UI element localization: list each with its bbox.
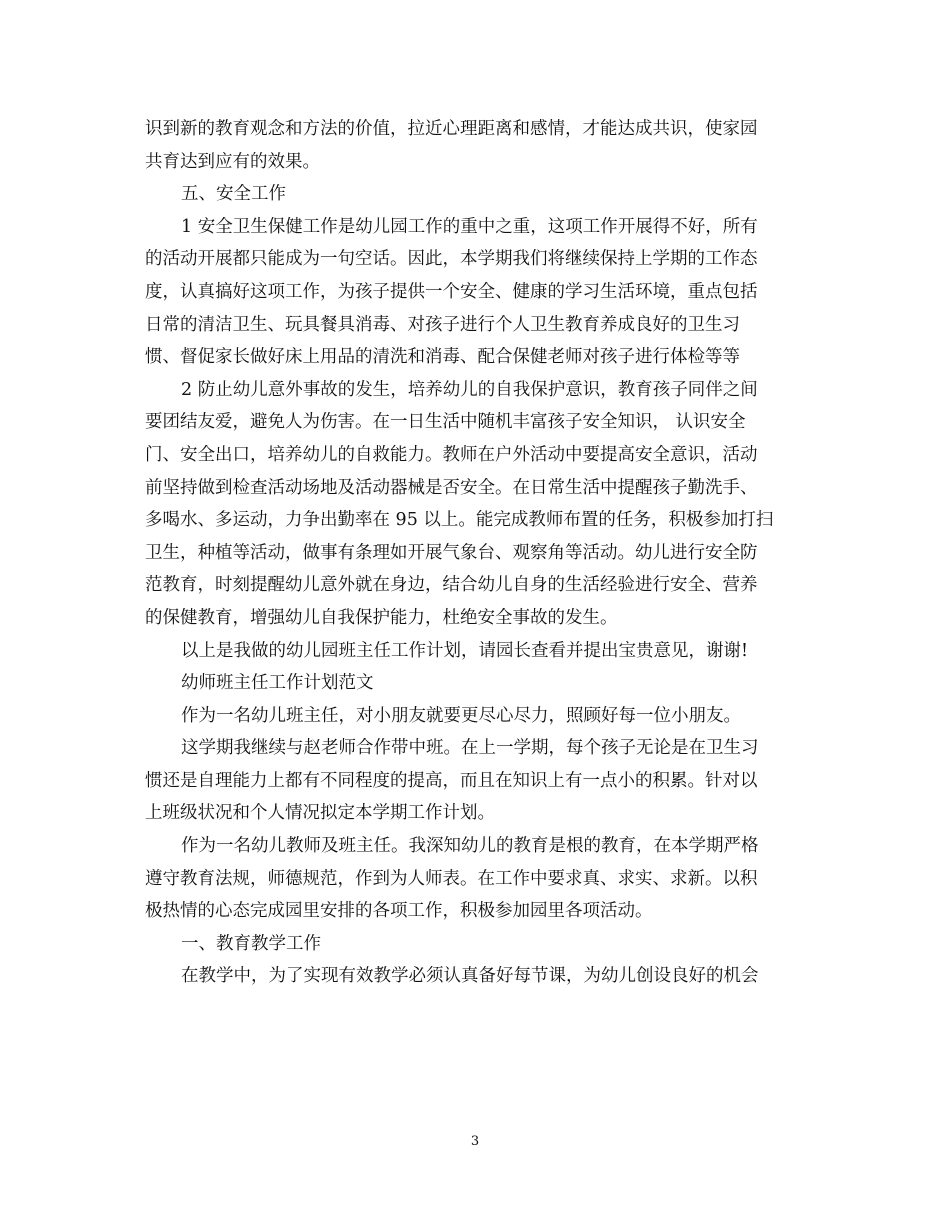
text-line: 惯、督促家长做好床上用品的清洗和消毒、配合保健老师对孩子进行体检等等 [145,347,740,368]
document-body [145,113,810,993]
text-line: 在教学中，为了实现有效教学必须认真备好每节课，为幼儿创设良好的机会 [181,966,759,987]
text-line: 的活动开展都只能成为一句空话。因此，本学期我们将继续保持上学期的工作态 [145,249,758,270]
text-line: 识到新的教育观念和方法的价值，拉近心理距离和感情，才能达成共识，使家园 [145,119,758,139]
text-line: 极热情的心态完成园里安排的各项工作，积极参加园里各项活动。 [145,901,653,922]
section-heading: 五、安全工作 [181,184,286,205]
text-line: 以上是我做的幼儿园班主任工作计划，请园长查看并提出宝贵意见，谢谢! [181,640,749,661]
text-line: 卫生，种植等活动，做事有条理如开展气象台、观察角等活动。幼儿进行安全防 [145,542,758,563]
text-line: 1 安全卫生保健工作是幼儿园工作的重中之重，这项工作开展得不好，所有 [181,216,758,237]
text-line: 上班级状况和个人情况拟定本学期工作计划。 [145,803,495,824]
text-line: 遵守教育法规，师德规范，作到为人师表。在工作中要求真、求实、求新。以积 [145,868,758,889]
document-subtitle: 幼师班主任工作计划范文 [181,673,374,694]
text-line: 这学期我继续与赵老师合作带中班。在上一学期，每个孩子无论是在卫生习 [181,738,759,759]
text-line: 2 防止幼儿意外事故的发生，培养幼儿的自我保护意识，教育孩子同伴之间 [181,379,758,400]
text-line: 惯还是自理能力上都有不同程度的提高，而且在知识上有一点小的积累。针对以 [145,770,758,791]
text-line: 作为一名幼儿教师及班主任。我深知幼儿的教育是根的教育，在本学期严格 [181,836,759,857]
text-line: 多喝水、多运动，力争出勤率在 95 以上。能完成教师布置的任务，积极参加打扫 [145,510,774,531]
text-line: 门、安全出口，培养幼儿的自救能力。教师在户外活动中要提高安全意识，活动 [145,444,758,465]
text-line: 共育达到应有的效果。 [145,151,320,172]
section-heading: 一、教育教学工作 [181,933,321,954]
page-number: 3 [470,1134,480,1149]
text-line: 范教育，时刻提醒幼儿意外就在身边，结合幼儿自身的生活经验进行安全、营养 [145,575,758,596]
text-line: 的保健教育，增强幼儿自我保护能力，杜绝安全事故的发生。 [145,607,618,628]
text-line: 日常的清洁卫生、玩具餐具消毒、对孩子进行个人卫生教育养成良好的卫生习 [145,314,740,335]
text-line: 前坚持做到检查活动场地及活动器械是否安全。在日常生活中提醒孩子勤洗手、 [145,477,758,498]
text-line: 度，认真搞好这项工作，为孩子提供一个安全、健康的学习生活环境，重点包括 [145,281,758,302]
text-line: 要团结友爱，避免人为伤害。在一日生活中随机丰富孩子安全知识， 认识安全 [145,412,746,433]
text-line: 作为一名幼儿班主任，对小朋友就要更尽心尽力，照顾好每一位小朋友。 [181,705,741,726]
